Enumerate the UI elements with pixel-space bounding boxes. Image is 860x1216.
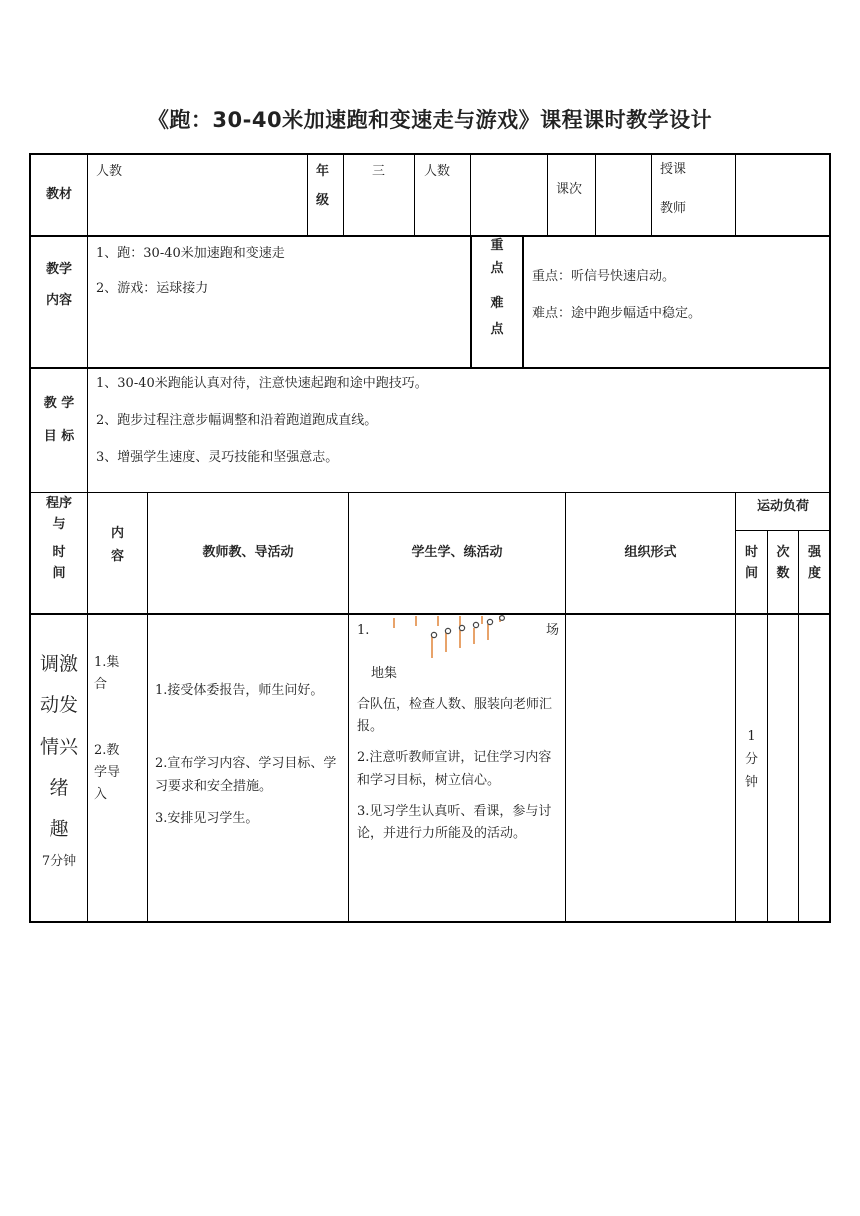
content-label-line1: 教学 <box>45 262 72 277</box>
student-1b: 场 <box>545 623 559 638</box>
goal-list <box>96 374 826 468</box>
stage-line-1: 调激 <box>39 653 78 675</box>
student-1c: 地集 <box>371 665 398 681</box>
focus-label-4: 点 <box>490 322 504 338</box>
time-header-2: 间 <box>744 566 758 582</box>
key-point: 重点：听信号快速启动。 <box>532 269 676 284</box>
proc-header-2: 与 <box>52 517 66 533</box>
content-item-2: 2、游戏：运球接力 <box>96 280 209 296</box>
proc-header <box>31 493 87 585</box>
focus-label-2: 点 <box>490 260 504 276</box>
student-activity-2: 2.注意听教师宣讲，记住学习内容和学习目标，树立信心。 <box>357 750 552 788</box>
intensity-header-1: 强 <box>807 545 821 560</box>
difficulty-point: 难点：途中跑步幅适中稳定。 <box>532 305 702 321</box>
lesson-label: 课次 <box>556 182 583 197</box>
organization-header: 组织形式 <box>624 544 677 560</box>
goal-label <box>31 394 87 448</box>
grade-label-line1: 年 <box>316 164 330 179</box>
teacher-activities <box>155 680 347 831</box>
count-label: 人数 <box>424 164 451 179</box>
goal-1: 1、30-40米跑能认真对待，注意快速起跑和途中跑技巧。 <box>96 376 428 391</box>
teacher-label-line2: 教师 <box>660 200 687 216</box>
goal-3: 3、增强学生速度、灵巧技能和坚强意志。 <box>96 449 339 465</box>
content-label <box>31 260 87 312</box>
stage-line-2: 动发 <box>39 694 78 717</box>
content-1a: 1.集 <box>94 655 120 670</box>
times-header-2: 数 <box>776 566 790 582</box>
content-header-1: 内 <box>110 526 124 541</box>
intensity-header <box>799 542 830 585</box>
intensity-header-2: 度 <box>807 566 821 582</box>
student-activity-header: 学生学、练活动 <box>411 544 503 560</box>
stage-line-3: 情兴 <box>39 735 78 758</box>
grade-value: 三 <box>372 164 386 179</box>
content-2b: 学导 <box>94 765 121 781</box>
proc-header-1: 程序 <box>45 496 72 511</box>
content-item-1: 1、跑：30-40米加速跑和变速走 <box>96 246 285 261</box>
goal-label-line1: 教 学 <box>43 396 75 411</box>
student-activity-1: 合队伍，检查人数、服装向老师汇报。 <box>357 696 553 735</box>
teacher-activity-header: 教师教、导活动 <box>202 544 294 560</box>
content-header <box>88 524 147 568</box>
student-activity-1-header <box>357 620 563 643</box>
body-content <box>94 652 146 806</box>
stage-label <box>31 648 87 873</box>
goal-label-line2: 目 标 <box>43 428 75 444</box>
student-activity-3: 3.见习学生认真听、看课，参与讨论，并进行力所能及的活动。 <box>357 803 552 842</box>
teacher-activity-2: 2.宣布学习内容、学习目标、学习要求和安全措施。 <box>155 755 337 794</box>
time-header-1: 时 <box>744 545 758 560</box>
content-label-line2: 内容 <box>45 292 72 308</box>
stage-line-4: 绪 <box>49 776 69 799</box>
content-2c: 入 <box>94 787 108 803</box>
teacher-label-line1: 授课 <box>660 162 687 177</box>
grade-label <box>316 162 342 212</box>
content-items <box>96 244 466 300</box>
textbook-value: 人教 <box>96 164 123 179</box>
teacher-activity-3: 3.安排见习学生。 <box>155 811 259 827</box>
body-time <box>736 726 767 794</box>
stage-time: 7分钟 <box>41 854 77 870</box>
page-title: 《跑：30-40米加速跑和变速走与游戏》课程课时教学设计 <box>147 108 713 132</box>
body-time-2: 分 <box>744 751 758 767</box>
content-header-2: 容 <box>110 548 124 564</box>
student-activities <box>357 620 563 846</box>
proc-header-4: 间 <box>52 566 66 582</box>
load-header: 运动负荷 <box>756 498 809 514</box>
focus-text <box>532 267 828 325</box>
body-time-1: 1 <box>747 729 756 744</box>
stage-line-5: 趣 <box>49 818 69 840</box>
focus-label <box>472 236 522 341</box>
focus-label-3: 难 <box>490 295 504 311</box>
teacher-activity-1: 1.接受体委报告，师生问好。 <box>155 683 324 698</box>
content-2a: 2.教 <box>94 743 120 759</box>
focus-label-1: 重 <box>490 238 504 253</box>
times-header-1: 次 <box>776 545 790 560</box>
content-1b: 合 <box>94 677 108 693</box>
grade-label-line2: 级 <box>316 192 330 208</box>
time-header <box>736 542 767 585</box>
body-time-3: 钟 <box>744 774 758 790</box>
textbook-label: 教材 <box>45 186 72 202</box>
times-header <box>768 542 798 585</box>
proc-header-3: 时 <box>52 544 66 560</box>
student-1a: 1. <box>357 623 370 638</box>
goal-2: 2、跑步过程注意步幅调整和沿着跑道跑成直线。 <box>96 412 378 428</box>
teacher-label <box>660 160 734 220</box>
